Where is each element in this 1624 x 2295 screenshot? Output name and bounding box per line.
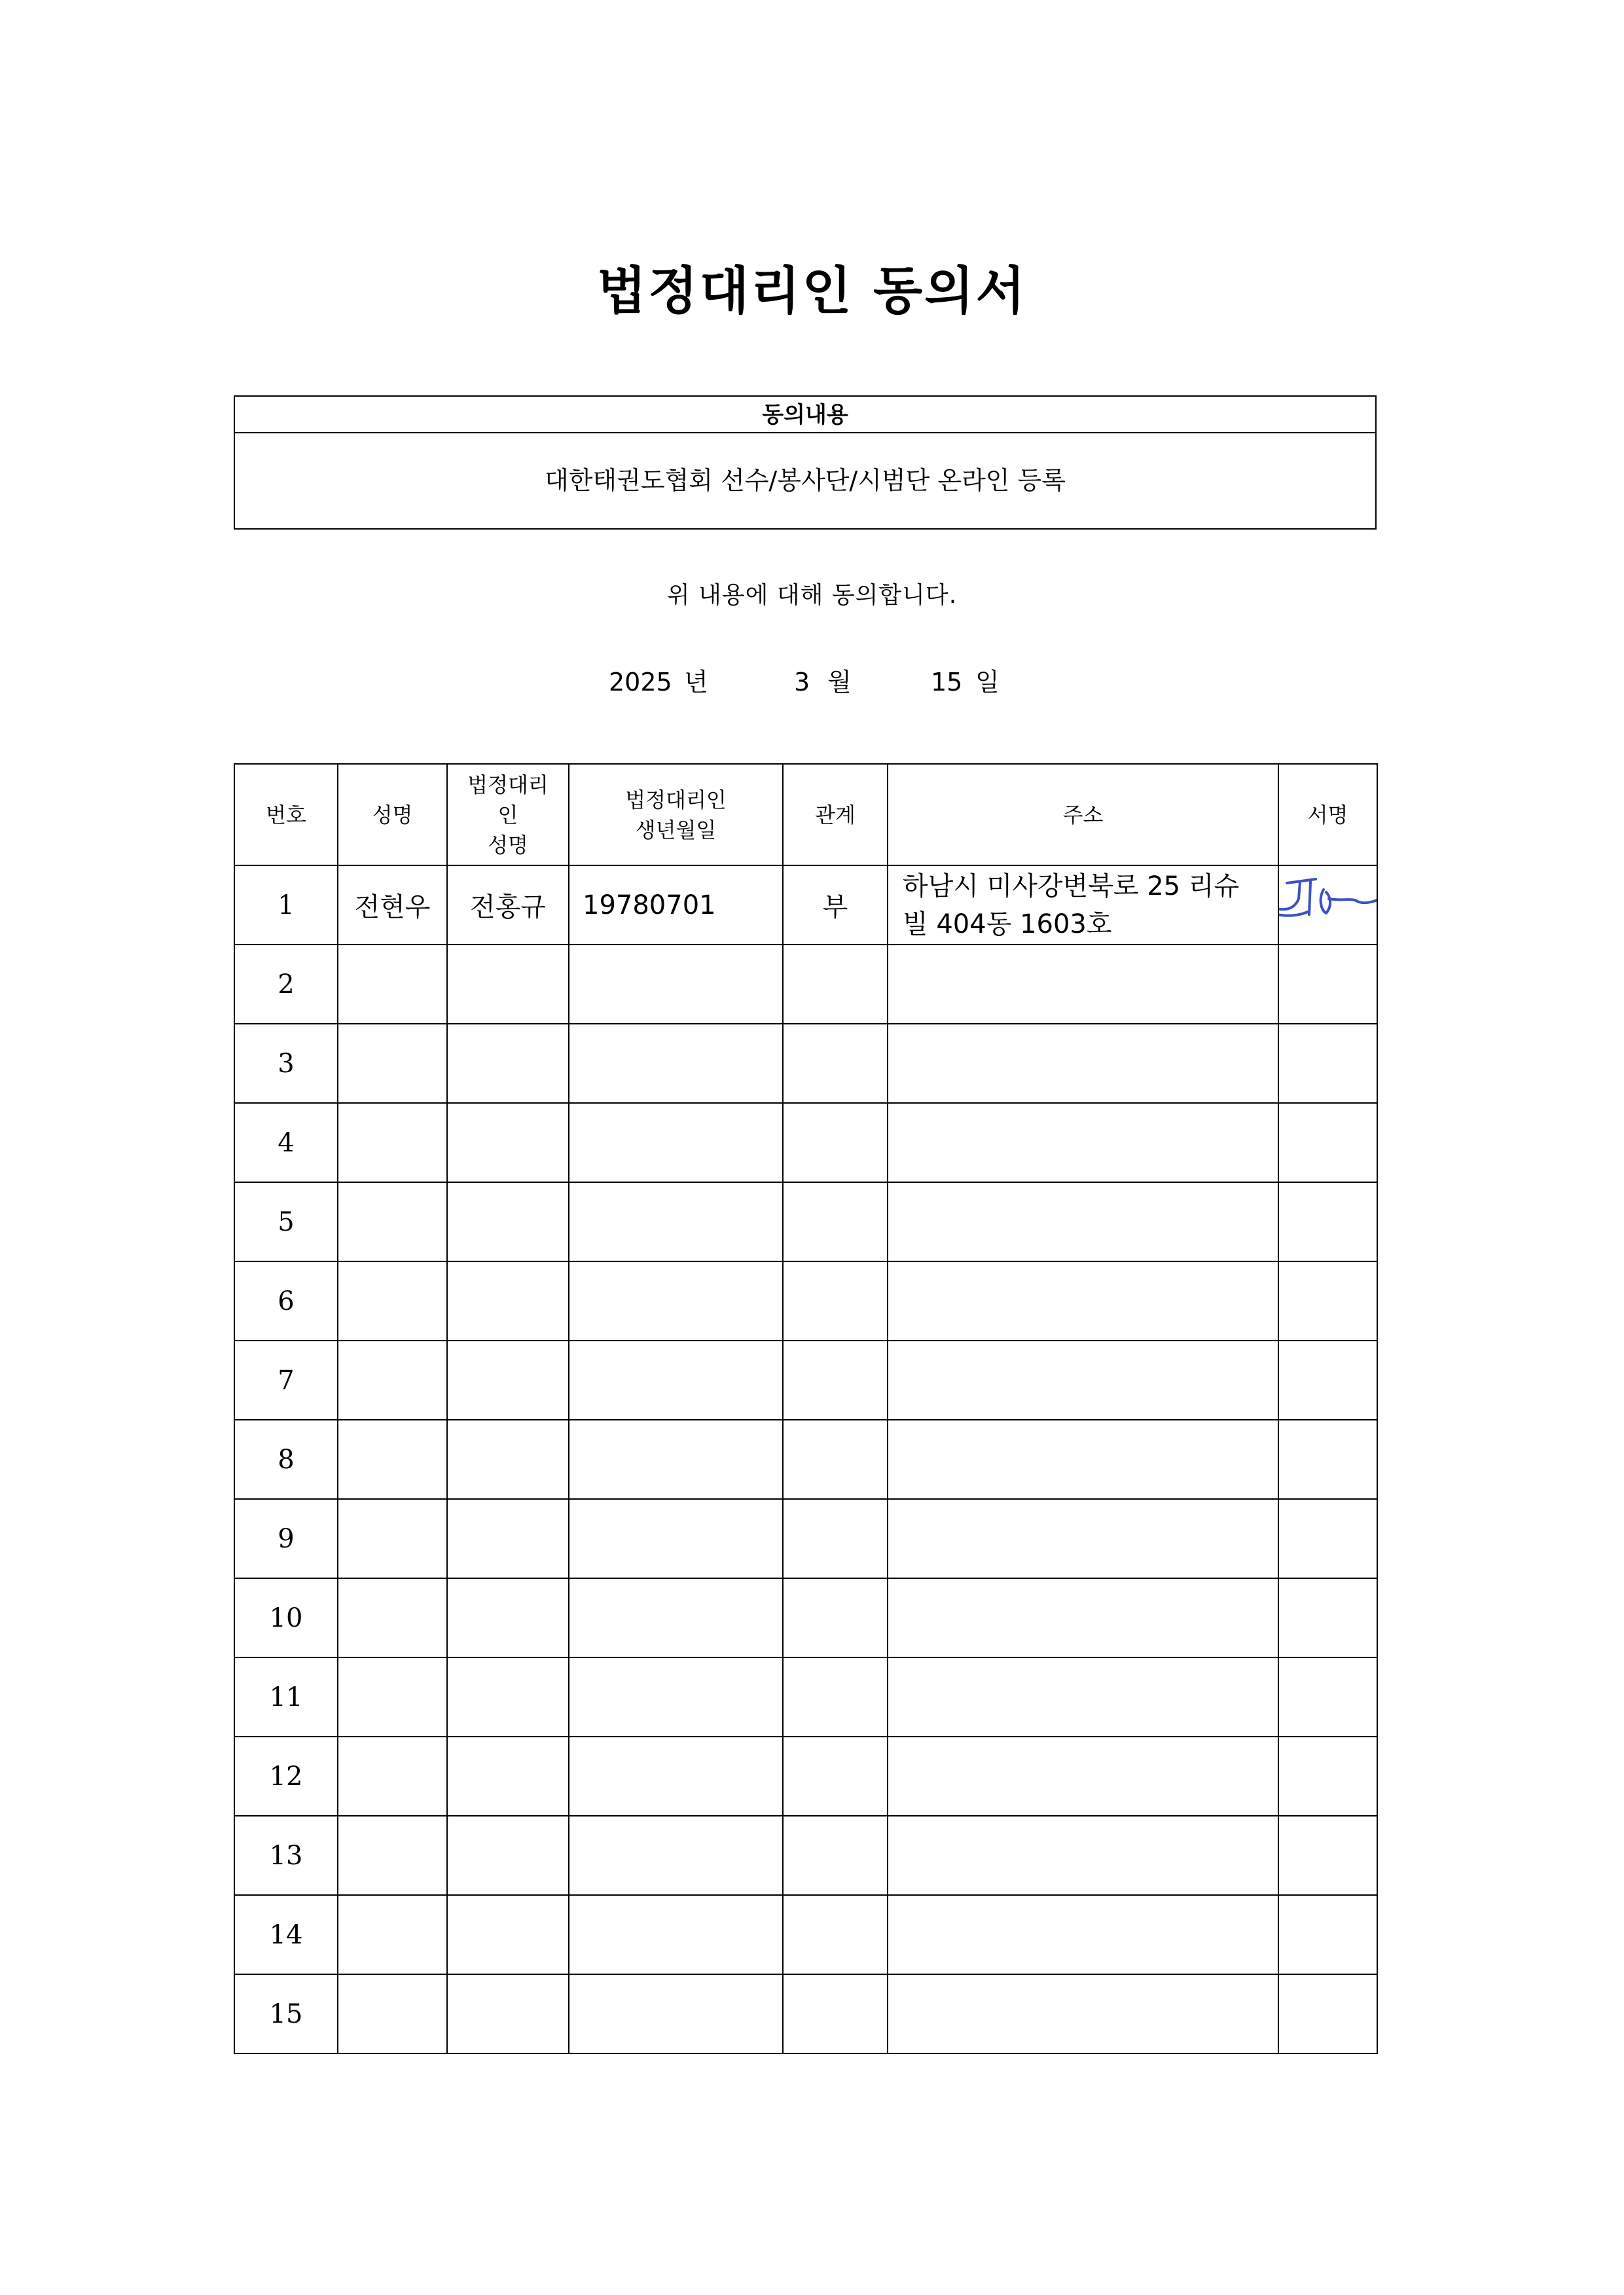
header-rep-name-line3: 성명 — [488, 832, 528, 858]
cell-address-line2: 빌 404동 1603호 — [903, 909, 1112, 939]
cell-rep-name: 전홍규 — [447, 865, 569, 945]
table-row — [234, 1261, 1377, 1341]
consent-body: 대한태권도협회 선수/봉사단/시범단 온라인 등록 — [544, 466, 1066, 495]
table-row — [234, 1024, 1377, 1103]
table-row — [234, 1420, 1377, 1499]
header-relation: 관계 — [783, 764, 888, 865]
cell-no: 9 — [234, 1499, 338, 1578]
table-header-row — [234, 764, 1377, 865]
cell-no: 7 — [234, 1341, 338, 1420]
table-row — [234, 1895, 1377, 1974]
header-signature: 서명 — [1278, 764, 1377, 865]
date-day-unit: 일 — [975, 668, 1000, 696]
header-rep-birth-line1: 법정대리인 — [625, 787, 727, 812]
date-month: 3 — [794, 668, 810, 696]
table-row — [234, 1103, 1377, 1182]
cell-no: 8 — [234, 1420, 338, 1499]
date-year-unit: 년 — [684, 668, 708, 696]
header-address: 주소 — [888, 764, 1278, 865]
table-row — [234, 1182, 1377, 1261]
header-rep-name-line1: 법정대리 — [467, 772, 549, 797]
document-title: 법정대리인 동의서 — [597, 262, 1027, 321]
cell-address-line1: 하남시 미사강변북로 25 리슈 — [903, 871, 1240, 901]
handwritten-signature — [1278, 873, 1377, 938]
header-rep-name-line2: 인 — [497, 802, 518, 827]
date-year: 2025 — [609, 668, 672, 696]
cell-no: 2 — [234, 945, 338, 1024]
cell-no: 3 — [234, 1024, 338, 1103]
header-rep-birth-line2: 생년월일 — [635, 817, 717, 842]
cell-name: 전현우 — [338, 865, 447, 945]
table-row — [234, 1499, 1377, 1578]
cell-signature — [1278, 865, 1377, 945]
table-row — [234, 865, 1377, 945]
cell-no: 10 — [234, 1578, 338, 1657]
roster-table — [234, 763, 1378, 2054]
header-no: 번호 — [234, 764, 338, 865]
header-rep-name — [447, 764, 569, 865]
cell-no: 5 — [234, 1182, 338, 1261]
table-row — [234, 1816, 1377, 1895]
table-row — [234, 945, 1377, 1024]
cell-no: 15 — [234, 1974, 338, 2053]
cell-no: 1 — [234, 865, 338, 945]
header-name: 성명 — [338, 764, 447, 865]
date-month-unit: 월 — [827, 668, 852, 696]
cell-rep-birth: 19780701 — [569, 865, 783, 945]
cell-no: 4 — [234, 1103, 338, 1182]
consent-box — [234, 395, 1377, 530]
table-row — [234, 1974, 1377, 2053]
table-row — [234, 1341, 1377, 1420]
cell-relation: 부 — [783, 865, 888, 945]
table-row — [234, 1657, 1377, 1737]
table-row — [234, 1737, 1377, 1816]
table-row — [234, 1578, 1377, 1657]
date-day: 15 — [931, 668, 963, 696]
cell-no: 11 — [234, 1657, 338, 1737]
cell-no: 13 — [234, 1816, 338, 1895]
consent-header: 동의내용 — [235, 397, 1375, 433]
cell-no: 14 — [234, 1895, 338, 1974]
cell-address — [888, 865, 1278, 945]
cell-no: 12 — [234, 1737, 338, 1816]
agreement-statement: 위 내용에 대해 동의합니다. — [666, 582, 958, 609]
cell-no: 6 — [234, 1261, 338, 1341]
header-rep-birth — [569, 764, 783, 865]
